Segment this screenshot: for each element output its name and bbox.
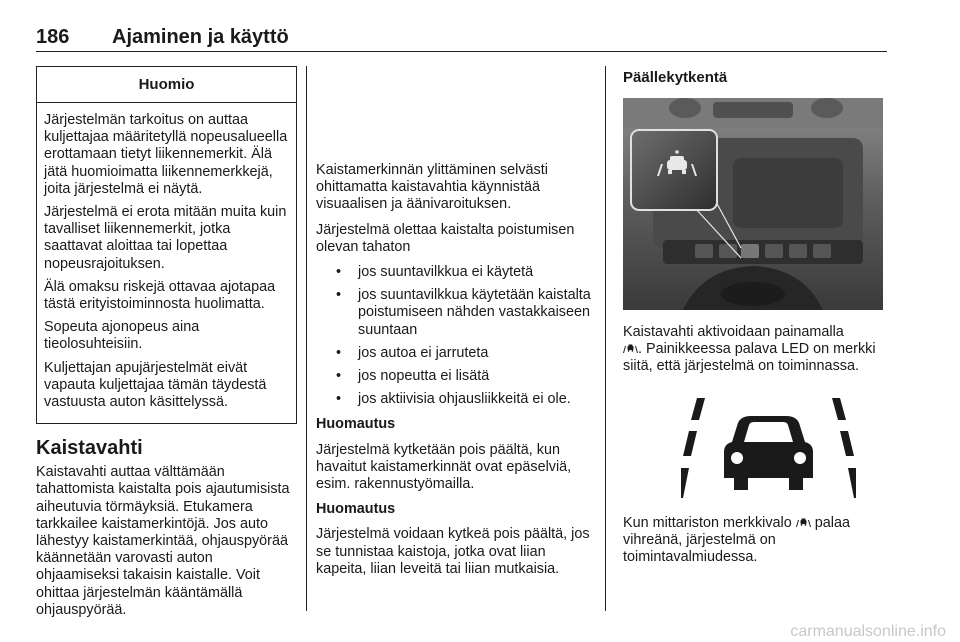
activate-text-post: . Painikkeessa palava LED on merkki siitä, että järjestelmä on toiminnassa. bbox=[623, 341, 876, 375]
warning-paragraph: Älä omaksu riskejä ottavaa ajotapaa tästä erityistoiminnosta huolimatta. bbox=[44, 278, 276, 313]
indicator-text-post: palaa vihreänä, järjestelmä on toimintavalmiudessa. bbox=[623, 514, 850, 566]
lane-keep-assist-icon bbox=[796, 516, 811, 528]
note-label: Huomautus bbox=[316, 416, 396, 433]
note-text: Järjestelmä voidaan kytkeä pois päältä, jos se tunnistaa kaistoja, jotka ovat liian kapeita, liian leveitä tai liian mutkaisia. bbox=[316, 526, 590, 577]
warning-paragraph: Järjestelmän tarkoitus on auttaa kuljettajaa määritetyllä nopeusalueella erottamaan tietyt liikennemerkit. Älä jätä huomioimatta liikennemerkkejä, joita järjestelmä ei näytä. bbox=[44, 112, 288, 197]
intro-paragraph: Kaistavahti auttaa välttämään tahattomista kaistalta pois ajautumisista aiheutuvia törmäyksiä. Etukamera tarkkailee kaistamerkintöjä. Jos auto lähestyy kaistamerkintää, ohjauspyörää käännetään varovasti auton ohjaamiseksi takaisin kaistalle. Voit ohittaa järjestelmän kääntämällä ohjauspyörää. bbox=[36, 464, 290, 618]
list-item: • jos suuntavilkkua käytetään kaistalta poistumiseen nähden vastakkaiseen suuntaan bbox=[316, 287, 596, 339]
section-title: Kaistavahti bbox=[36, 437, 143, 460]
list-item: • jos suuntavilkkua ei käytetä bbox=[316, 264, 596, 281]
watermark: carmanualsonline.info bbox=[790, 623, 946, 640]
column-1 bbox=[36, 66, 298, 627]
warning-paragraph: Järjestelmä ei erota mitään muita kuin tavalliset liikennemerkit, jotka saattavat aloittaa tai lopettaa nopeusrajoituksen. bbox=[44, 204, 287, 272]
dashboard-button-photo bbox=[623, 98, 883, 310]
warning-body bbox=[37, 103, 296, 423]
warning-heading: Huomio bbox=[37, 67, 296, 103]
list-item: • jos nopeutta ei lisätä bbox=[316, 368, 596, 385]
list-item: • jos aktiivisia ohjausliikkeitä ei ole. bbox=[316, 391, 596, 408]
column-divider bbox=[605, 66, 606, 611]
indicator-text-pre: Kun mittariston merkkivalo bbox=[623, 514, 792, 531]
lane-keep-assist-icon bbox=[681, 398, 856, 503]
note-label: Huomautus bbox=[316, 501, 396, 518]
column-divider bbox=[306, 66, 307, 611]
header-rule bbox=[36, 51, 887, 52]
indicator-paragraph bbox=[623, 515, 885, 567]
page-title: Ajaminen ja käyttö bbox=[112, 26, 289, 48]
conditions-lead: Järjestelmä olettaa kaistalta poistumisen olevan tahaton bbox=[316, 221, 575, 255]
warning-box bbox=[36, 66, 297, 424]
lane-keep-assist-icon bbox=[623, 342, 638, 354]
crossing-paragraph: Kaistamerkinnän ylittäminen selvästi ohittamatta kaistavahtia käynnistää visuaalisen ja äänivaroituksen. bbox=[316, 162, 548, 213]
activate-paragraph bbox=[623, 324, 885, 376]
conditions-list bbox=[316, 264, 596, 408]
warning-paragraph: Sopeuta ajonopeus aina tieolosuhteisiin. bbox=[44, 319, 200, 353]
note-1 bbox=[316, 416, 596, 493]
list-item: • jos autoa ei jarruteta bbox=[316, 345, 596, 362]
column-3 bbox=[623, 66, 885, 574]
page-header bbox=[36, 26, 886, 52]
note-text: Järjestelmä kytketään pois päältä, kun havaitut kaistamerkinnät ovat epäselviä, esim. rakennustyömailla. bbox=[316, 441, 572, 493]
page-number: 186 bbox=[36, 26, 70, 48]
note-2 bbox=[316, 501, 596, 578]
warning-paragraph: Kuljettajan apujärjestelmät eivät vapauta kuljettajaa tämän täydestä vastuusta auton käsittelyssä. bbox=[44, 359, 267, 411]
column-2 bbox=[316, 66, 596, 578]
activate-text-pre: Kaistavahti aktivoidaan painamalla bbox=[623, 324, 844, 340]
switch-title: Päällekytkentä bbox=[623, 69, 728, 86]
